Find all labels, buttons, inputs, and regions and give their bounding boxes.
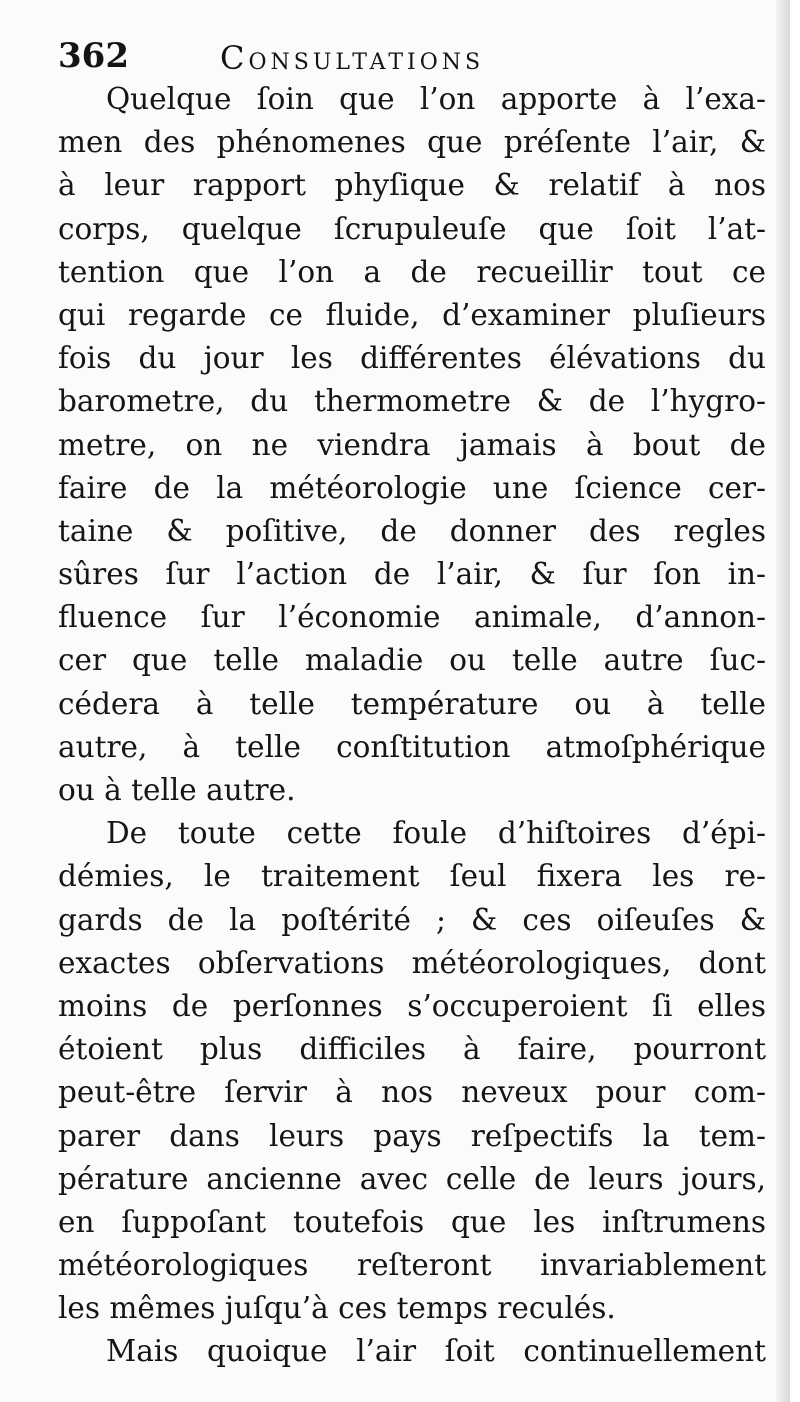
text-line: pérature ancienne avec celle de leurs jours, xyxy=(58,1161,766,1196)
text-line: en ſuppoſant toutefois que les inſtrumens xyxy=(58,1204,766,1239)
text-line: Quelque ſoin que l’on apporte à l’exa- xyxy=(106,82,766,116)
text-line: metre, on ne viendra jamais à bout de xyxy=(58,427,766,462)
text-line: autre, à telle conſtitution atmoſphérique xyxy=(58,729,766,764)
text-line: corps, quelque ſcrupuleuſe que ſoit l’at- xyxy=(58,211,766,246)
text-line: De toute cette foule d’hiſtoires d’épi- xyxy=(106,816,766,851)
text-line: taine & poſitive, de donner des regles xyxy=(58,513,766,548)
page-gutter-shadow xyxy=(776,0,790,1402)
text-line: parer dans leurs pays reſpectifs la tem- xyxy=(58,1118,766,1153)
text-line: gards de la poſtérité ; & ces oiſeuſes & xyxy=(58,902,766,937)
text-line: cer que telle maladie ou telle autre ſuc- xyxy=(58,643,766,678)
text-line: démies, le traitement ſeul fixera les re- xyxy=(58,859,766,894)
text-line: moins de perſonnes s’occuperoient ſi elles xyxy=(58,988,766,1023)
text-line: peut-être ſervir à nos neveux pour com- xyxy=(58,1075,766,1110)
text-line: météorologiques reſteront invariablement xyxy=(58,1248,766,1283)
text-line: Mais quoique l’air ſoit continuellement xyxy=(106,1334,766,1369)
text-line: fois du jour les différentes élévations du xyxy=(58,341,766,376)
page-number: 362 xyxy=(58,36,129,76)
running-title: Consultations xyxy=(220,39,485,77)
text-line: qui regarde ce fluide, d’examiner pluſieurs xyxy=(58,297,766,332)
text-line: étoient plus difficiles à faire, pourront xyxy=(58,1032,766,1067)
text-line: sûres ſur l’action de l’air, & ſur ſon in- xyxy=(58,557,766,592)
body-text xyxy=(58,78,766,1374)
text-line: à leur rapport phyſique & relatif à nos xyxy=(58,168,766,203)
text-line: ou à telle autre. xyxy=(58,773,296,807)
text-line: barometre, du thermometre & de l’hygro- xyxy=(58,384,766,419)
page-header xyxy=(58,30,758,82)
text-line: faire de la météorologie une ſcience cer- xyxy=(58,470,766,505)
text-line: men des phénomenes que préſente l’air, & xyxy=(58,125,766,160)
text-line: tention que l’on a de recueillir tout ce xyxy=(58,254,766,289)
text-line: les mêmes juſqu’à ces temps reculés. xyxy=(58,1291,616,1326)
text-line: exactes obſervations météorologiques, dont xyxy=(58,945,766,980)
text-line: cédera à telle température ou à telle xyxy=(58,686,766,721)
text-line: fluence ſur l’économie animale, d’annon- xyxy=(58,600,766,635)
